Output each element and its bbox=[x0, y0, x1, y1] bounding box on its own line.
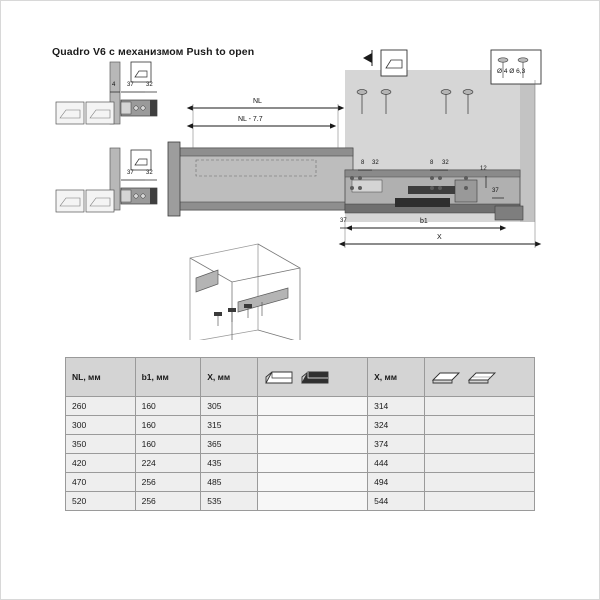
dim-right-12-label: 12 bbox=[480, 166, 487, 172]
cell-spacer-1 bbox=[258, 473, 368, 492]
cell-x2: 494 bbox=[368, 473, 425, 492]
cell-x2: 374 bbox=[368, 435, 425, 454]
drawer-box-icon-b bbox=[300, 367, 330, 387]
cell-b1: 256 bbox=[135, 473, 201, 492]
cell-b1: 160 bbox=[135, 397, 201, 416]
dim-right-37-lower-label: 37 bbox=[492, 188, 499, 194]
cell-nl: 470 bbox=[66, 473, 136, 492]
cell-spacer-2 bbox=[425, 473, 535, 492]
cell-b1: 160 bbox=[135, 416, 201, 435]
specification-table bbox=[65, 357, 535, 511]
cell-spacer-1 bbox=[258, 397, 368, 416]
cell-spacer-1 bbox=[258, 454, 368, 473]
header-x-second: X, мм bbox=[368, 358, 425, 397]
dim-x-label: X bbox=[437, 234, 442, 241]
dim-left-32-bottom-label: 32 bbox=[146, 170, 153, 176]
dim-b1-label: b1 bbox=[420, 218, 428, 225]
cell-spacer-2 bbox=[425, 416, 535, 435]
table-row bbox=[66, 416, 535, 435]
cell-b1: 256 bbox=[135, 492, 201, 511]
cell-x1: 365 bbox=[201, 435, 258, 454]
header-nl: NL, мм bbox=[66, 358, 136, 397]
cell-nl: 350 bbox=[66, 435, 136, 454]
header-icons-first bbox=[258, 358, 368, 397]
drawing-svg bbox=[0, 30, 600, 340]
cell-x2: 314 bbox=[368, 397, 425, 416]
dim-right-32-a-label: 32 bbox=[372, 160, 379, 166]
table-row bbox=[66, 454, 535, 473]
header-b1: b1, мм bbox=[135, 358, 201, 397]
header-icons-second bbox=[425, 358, 535, 397]
cell-x1: 535 bbox=[201, 492, 258, 511]
cell-nl: 260 bbox=[66, 397, 136, 416]
cell-spacer-2 bbox=[425, 435, 535, 454]
cell-spacer-1 bbox=[258, 435, 368, 454]
dim-right-8-label: 8 bbox=[361, 160, 365, 166]
dim-nl-label: NL bbox=[253, 98, 262, 105]
header-x-first: X, мм bbox=[201, 358, 258, 397]
cell-x2: 544 bbox=[368, 492, 425, 511]
dim-right-32-b-label: 32 bbox=[442, 160, 449, 166]
dim-nl-minus-label: NL - 7.7 bbox=[238, 116, 263, 123]
dim-left-32-top-label: 32 bbox=[146, 82, 153, 88]
cell-b1: 160 bbox=[135, 435, 201, 454]
table-row bbox=[66, 492, 535, 511]
dim-right-8-b-label: 8 bbox=[430, 160, 434, 166]
page-title: Quadro V6 с механизмом Push to open bbox=[52, 46, 255, 58]
cell-spacer-1 bbox=[258, 416, 368, 435]
table-row bbox=[66, 397, 535, 416]
cell-b1: 224 bbox=[135, 454, 201, 473]
cell-x1: 485 bbox=[201, 473, 258, 492]
technical-drawing bbox=[0, 30, 600, 340]
cell-x1: 305 bbox=[201, 397, 258, 416]
drawer-flat-icon-b bbox=[467, 367, 497, 387]
dim-left-37-bottom-label: 37 bbox=[127, 170, 134, 176]
table-row bbox=[66, 473, 535, 492]
screw-legend-label: Ø 4 Ø 6,3 bbox=[497, 68, 526, 75]
dim-bottom-37-label: 37 bbox=[340, 218, 347, 224]
cell-x1: 435 bbox=[201, 454, 258, 473]
cell-spacer-1 bbox=[258, 492, 368, 511]
dim-left-37-top-label: 37 bbox=[127, 82, 134, 88]
cell-nl: 420 bbox=[66, 454, 136, 473]
cell-spacer-2 bbox=[425, 492, 535, 511]
dim-left-4-label: 4 bbox=[112, 82, 116, 88]
table-row bbox=[66, 435, 535, 454]
table-body bbox=[66, 397, 535, 511]
cell-x2: 324 bbox=[368, 416, 425, 435]
cell-x2: 444 bbox=[368, 454, 425, 473]
drawer-box-icon-a bbox=[264, 367, 294, 387]
cell-spacer-2 bbox=[425, 397, 535, 416]
cell-nl: 520 bbox=[66, 492, 136, 511]
drawer-flat-icon-a bbox=[431, 367, 461, 387]
cell-spacer-2 bbox=[425, 454, 535, 473]
table-header-row bbox=[66, 358, 535, 397]
cell-x1: 315 bbox=[201, 416, 258, 435]
cell-nl: 300 bbox=[66, 416, 136, 435]
